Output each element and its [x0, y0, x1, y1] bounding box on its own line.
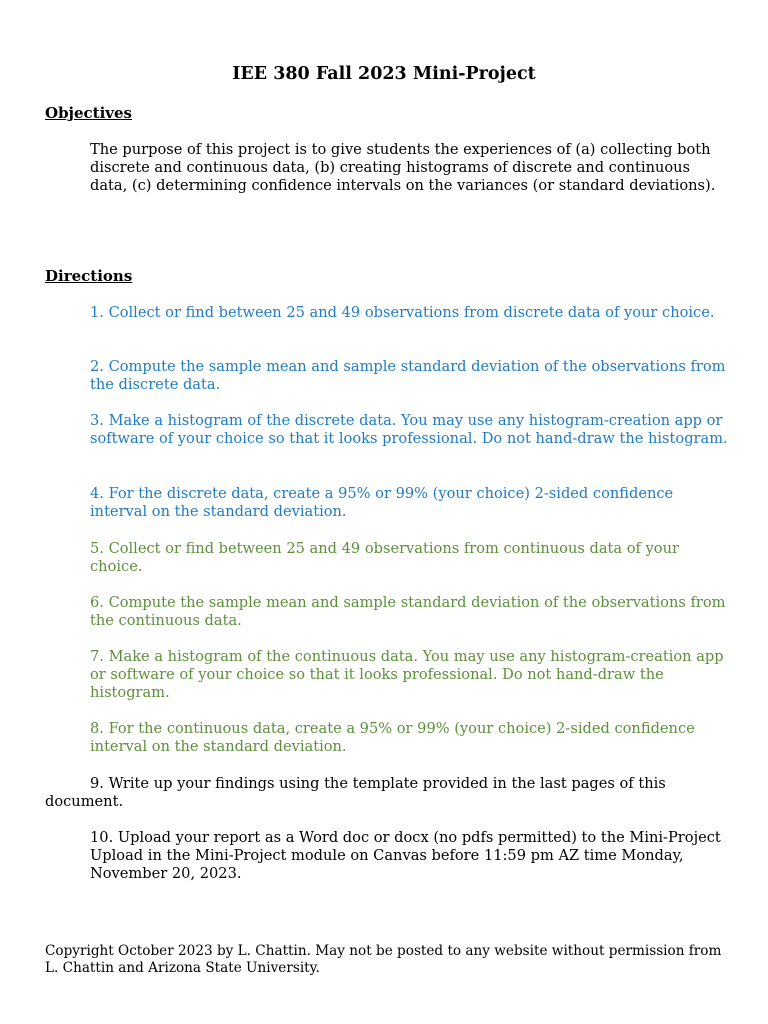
objectives-heading: Objectives — [45, 104, 132, 122]
directions-heading: Directions — [45, 267, 133, 285]
direction-item-4: 4. For the discrete data, create a 95% or 99% (your choice) 2-sided confidence interval on the standard deviation. — [90, 485, 674, 520]
objectives-text: The purpose of this project is to give students the experiences of (a) collecting both discrete and continuous data, (b) creating histograms of discrete and continuous data, (c) determining confidence intervals on the variances (or standard deviations). — [90, 141, 716, 194]
direction-item-6: 6. Compute the sample mean and sample standard deviation of the observations from the continuous data. — [90, 594, 726, 629]
direction-item-10: 10. Upload your report as a Word doc or docx (no pdfs permitted) to the Mini-Project Upload in the Mini-Project module on Canvas before 11:59 pm AZ time Monday, November 20, 2023. — [90, 829, 721, 882]
direction-item-9: 9. Write up your findings using the template provided in the last pages of this document. — [45, 775, 666, 810]
direction-item-8: 8. For the continuous data, create a 95% or 99% (your choice) 2-sided confidence interval on the standard deviation. — [90, 720, 695, 755]
direction-item-1: 1. Collect or find between 25 and 49 observations from discrete data of your choice. — [90, 304, 715, 321]
direction-item-5: 5. Collect or find between 25 and 49 observations from continuous data of your choice. — [90, 540, 679, 575]
direction-item-3: 3. Make a histogram of the discrete data. You may use any histogram-creation app or software of your choice so that it looks professional. Do not hand-draw the histogram. — [90, 412, 728, 447]
direction-item-2: 2. Compute the sample mean and sample standard deviation of the observations from the discrete data. — [90, 358, 726, 393]
direction-item-7: 7. Make a histogram of the continuous data. You may use any histogram-creation app or software of your choice so that it looks professional. Do not hand-draw the histogram. — [90, 648, 724, 701]
copyright-footer: Copyright October 2023 by L. Chattin. May not be posted to any website without permission from L. Chattin and Arizona State University. — [45, 943, 722, 976]
document-title: IEE 380 Fall 2023 Mini-Project — [232, 64, 536, 84]
